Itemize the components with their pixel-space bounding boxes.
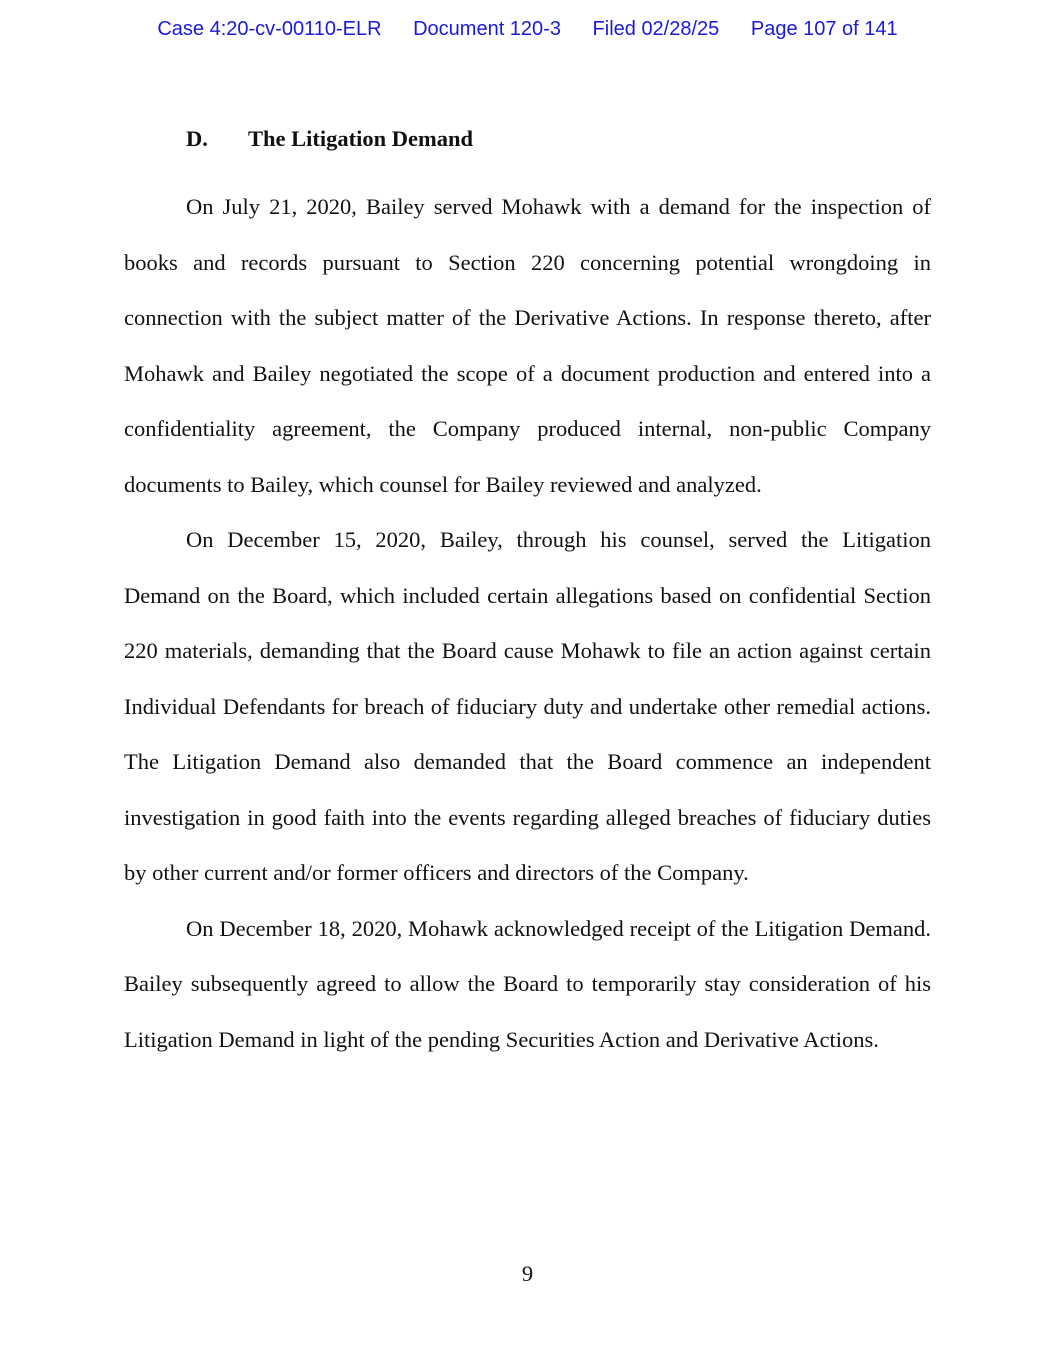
section-heading bbox=[186, 122, 931, 155]
paragraph-litigation-demand: On December 15, 2020, Bailey, through his counsel, served the Litigation Demand on the Board, which included certain allegations based on confidential Section 220 materials, demanding that the Board cause Mohawk to file an action against certain Individual Defendants for breach of fiduciary duty and undertake other remedial actions. The Litigation Demand also demanded that the Board commence an independent investigation in good faith into the events regarding alleged breaches of fiduciary duties by other current and/or former officers and directors of the Company. bbox=[124, 527, 931, 885]
section-title: The Litigation Demand bbox=[248, 126, 474, 151]
case-number: Case 4:20-cv-00110-ELR bbox=[157, 18, 382, 40]
document-number: Document 120-3 bbox=[413, 18, 561, 40]
paragraph-acknowledgment: On December 18, 2020, Mohawk acknowledged receipt of the Litigation Demand. Bailey subsequently agreed to allow the Board to temporarily stay consideration of his Litigation Demand in light of the pending Securities Action and Derivative Actions. bbox=[124, 915, 931, 1052]
filed-date: Filed 02/28/25 bbox=[592, 18, 720, 40]
page-of-total: Page 107 of 141 bbox=[750, 18, 898, 40]
paragraph-inspection-demand: On July 21, 2020, Bailey served Mohawk with a demand for the inspection of books and records pursuant to Section 220 concerning potential wrongdoing in connection with the subject matter of the Derivative Actions. In response thereto, after Mohawk and Bailey negotiated the scope of a document production and entered into a confidentiality agreement, the Company produced internal, non-public Company documents to Bailey, which counsel for Bailey reviewed and analyzed. bbox=[124, 194, 931, 497]
section-letter: D. bbox=[186, 126, 208, 151]
page-number: 9 bbox=[521, 1261, 534, 1286]
ecf-filing-header bbox=[0, 18, 1055, 41]
document-body bbox=[124, 122, 931, 1067]
